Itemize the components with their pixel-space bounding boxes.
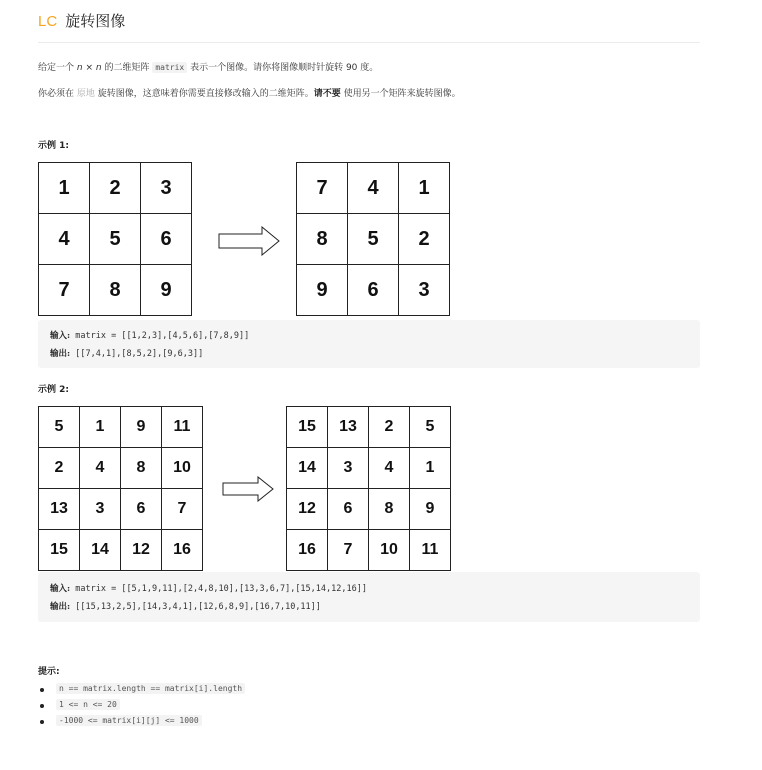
output-value: [[7,4,1],[8,5,2],[9,6,3]] [75, 349, 204, 359]
matrix-cell: 2 [39, 448, 80, 489]
tip-item [56, 716, 245, 732]
tip-code: -1000 <= matrix[i][j] <= 1000 [56, 715, 202, 726]
output-label: 输出: [50, 349, 71, 359]
input-value: matrix = [[1,2,3],[4,5,6],[7,8,9]] [75, 331, 250, 341]
matrix-cell: 5 [90, 214, 141, 265]
matrix-row [39, 265, 192, 316]
example-1-input-grid [38, 162, 192, 316]
matrix-cell: 15 [39, 530, 80, 571]
text: 的二维矩阵 [101, 63, 153, 73]
matrix-row [39, 163, 192, 214]
matrix-cell: 8 [297, 214, 348, 265]
matrix-row [287, 530, 451, 571]
matrix-row [39, 214, 192, 265]
matrix-cell: 6 [348, 265, 399, 316]
matrix-cell: 3 [141, 163, 192, 214]
page-header [38, 10, 125, 31]
matrix-cell: 4 [369, 448, 410, 489]
matrix-cell: 7 [328, 530, 369, 571]
inline-code: matrix [152, 62, 187, 73]
tip-code: n == matrix.length == matrix[i].length [56, 683, 245, 694]
bold-text: 请不要 [313, 89, 341, 99]
matrix-cell: 10 [369, 530, 410, 571]
matrix-row [39, 407, 203, 448]
matrix-cell: 4 [39, 214, 90, 265]
matrix-row [297, 214, 450, 265]
description-paragraph-2 [38, 86, 461, 99]
matrix-cell: 9 [121, 407, 162, 448]
example-2-output-grid [286, 406, 451, 571]
matrix-cell: 1 [39, 163, 90, 214]
matrix-cell: 14 [80, 530, 121, 571]
tip-item [56, 700, 245, 716]
matrix-row [297, 163, 450, 214]
matrix-cell: 15 [287, 407, 328, 448]
tip-code: 1 <= n <= 20 [56, 699, 120, 710]
example-1-input-line [50, 329, 249, 341]
matrix-cell: 1 [399, 163, 450, 214]
matrix-cell: 16 [287, 530, 328, 571]
var-n: n [95, 63, 102, 73]
text: × [82, 63, 96, 73]
matrix-cell: 6 [328, 489, 369, 530]
matrix-cell: 7 [39, 265, 90, 316]
page-title: 旋转图像 [65, 12, 126, 30]
matrix-row [287, 489, 451, 530]
var-n: n [76, 63, 83, 73]
matrix-row [287, 407, 451, 448]
matrix-cell: 16 [162, 530, 203, 571]
example-2-input-grid [38, 406, 203, 571]
example-2-input-line [50, 582, 367, 594]
tips-title: 提示: [38, 667, 60, 677]
matrix-cell: 9 [141, 265, 192, 316]
example-2-output-line [50, 600, 321, 612]
text: 旋转图像，这意味着你需要直接修改输入的二维矩阵。 [94, 89, 314, 99]
tips-list [56, 684, 245, 732]
matrix-cell: 5 [39, 407, 80, 448]
matrix-cell: 3 [328, 448, 369, 489]
example-2-title: 示例 2: [38, 385, 69, 395]
matrix-cell: 10 [162, 448, 203, 489]
matrix-row [39, 530, 203, 571]
matrix-cell: 7 [162, 489, 203, 530]
right-arrow-icon [222, 476, 274, 502]
output-value: [[15,13,2,5],[14,3,4,1],[12,6,8,9],[16,7,10,11]] [75, 602, 321, 612]
matrix-cell: 6 [141, 214, 192, 265]
matrix-cell: 14 [287, 448, 328, 489]
matrix-row [39, 489, 203, 530]
right-arrow-icon [218, 226, 280, 256]
brand-logo: LC [38, 13, 58, 30]
example-1-title: 示例 1: [38, 141, 69, 151]
matrix-cell: 4 [348, 163, 399, 214]
matrix-cell: 8 [121, 448, 162, 489]
matrix-cell: 11 [410, 530, 451, 571]
matrix-cell: 2 [399, 214, 450, 265]
example-2-io-box [38, 572, 700, 622]
matrix-cell: 4 [80, 448, 121, 489]
matrix-cell: 9 [410, 489, 451, 530]
emphasis-text: 原地 [76, 89, 95, 99]
output-label: 输出: [50, 602, 71, 612]
matrix-cell: 3 [399, 265, 450, 316]
text: 你必须在 [38, 89, 77, 99]
input-value: matrix = [[5,1,9,11],[2,4,8,10],[13,3,6,7],[15,14,12,16]] [75, 584, 367, 594]
tip-item [56, 684, 245, 700]
matrix-cell: 9 [297, 265, 348, 316]
input-label: 输入: [50, 331, 71, 341]
matrix-cell: 13 [39, 489, 80, 530]
example-1-io-box [38, 320, 700, 368]
matrix-cell: 11 [162, 407, 203, 448]
text: 使用另一个矩阵来旋转图像。 [340, 89, 461, 99]
matrix-cell: 1 [80, 407, 121, 448]
matrix-row [287, 448, 451, 489]
matrix-cell: 12 [287, 489, 328, 530]
matrix-cell: 5 [410, 407, 451, 448]
matrix-cell: 7 [297, 163, 348, 214]
matrix-cell: 8 [90, 265, 141, 316]
example-1-output-line [50, 347, 203, 359]
input-label: 输入: [50, 584, 71, 594]
description-paragraph-1 [38, 60, 378, 73]
matrix-cell: 8 [369, 489, 410, 530]
matrix-row [297, 265, 450, 316]
matrix-cell: 1 [410, 448, 451, 489]
matrix-cell: 6 [121, 489, 162, 530]
example-1-output-grid [296, 162, 450, 316]
matrix-cell: 12 [121, 530, 162, 571]
matrix-row [39, 448, 203, 489]
text: 给定一个 [38, 63, 77, 73]
matrix-cell: 5 [348, 214, 399, 265]
header-divider [38, 42, 700, 43]
text: 表示一个图像。请你将图像顺时针旋转 90 度。 [187, 63, 379, 73]
matrix-cell: 3 [80, 489, 121, 530]
matrix-cell: 2 [369, 407, 410, 448]
matrix-cell: 13 [328, 407, 369, 448]
matrix-cell: 2 [90, 163, 141, 214]
